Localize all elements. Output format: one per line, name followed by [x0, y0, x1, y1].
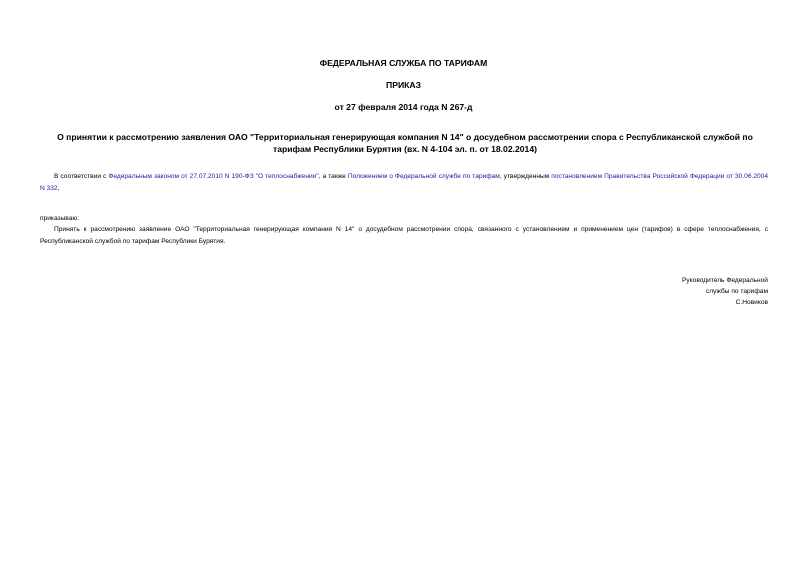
agency-name: ФЕДЕРАЛЬНАЯ СЛУЖБА ПО ТАРИФАМ	[319, 58, 488, 68]
signature-position-line-2: службы по тарифам	[705, 288, 768, 295]
government-decree-link[interactable]: постановлением Правительства Российской Федерации от 30.06.2004 N 332	[40, 173, 768, 192]
preamble-text-1: В соответствии с	[54, 173, 109, 180]
decision-paragraph: Принять к рассмотрению заявление ОАО "Территориальная генерирующая компания N 14" о досудебном рассмотрении спора, связанного с установлением и применением цен (тарифов) в сфере теплоснабжения, с Республиканской службой по тарифам Республики Бурятия.	[40, 226, 768, 245]
document-type: ПРИКАЗ	[386, 80, 421, 90]
preamble-paragraph	[40, 171, 768, 195]
signature-name: С.Новиков	[735, 299, 768, 306]
fst-regulation-link[interactable]: Положением о Федеральной службе по тарифам	[347, 173, 500, 180]
order-word: приказываю:	[40, 215, 80, 222]
document-date: от 27 февраля 2014 года N 267-д	[334, 102, 473, 112]
document-title: О принятии к рассмотрению заявления ОАО "Территориальная генерирующая компания N 14" о досудебном рассмотрении спора с Республиканской службой по тарифам Республики Бурятия (вх. N 4-104 эл. п. от 18.02.2014)	[57, 132, 753, 154]
federal-law-link[interactable]: Федеральным законом от 27.07.2010 N 190-ФЗ "О теплоснабжении"	[108, 173, 319, 180]
signature-block	[560, 275, 768, 308]
preamble-text-4: ,	[57, 185, 60, 192]
signature-position-line-1: Руководитель Федеральной	[682, 277, 768, 284]
preamble-text-3: , утвержденным	[499, 173, 552, 180]
preamble-text-2: , а также	[318, 173, 348, 180]
